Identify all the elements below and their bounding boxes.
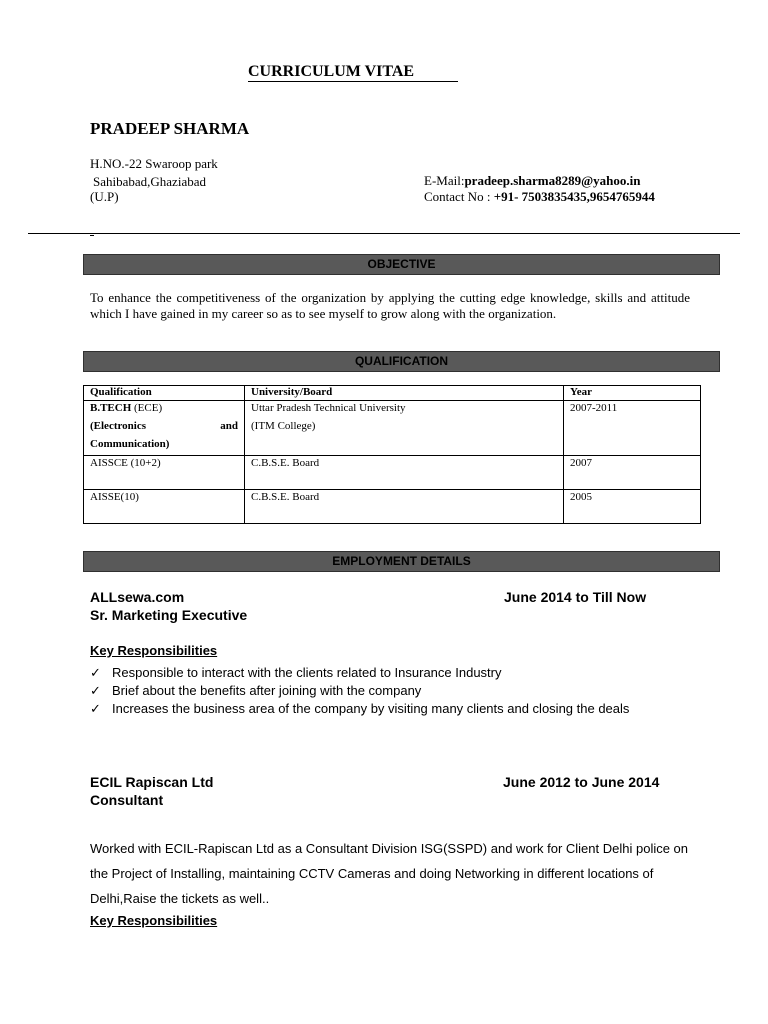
company-name: ECIL Rapiscan Ltd [90,774,214,790]
job-dates: June 2014 to Till Now [504,589,647,605]
job-title: Consultant [90,792,164,808]
degree-detail: Communication) [90,438,170,450]
section-heading-objective: OBJECTIVE [83,254,720,275]
address-line: (U.P) [90,189,119,204]
degree-branch: (ECE) [131,402,163,414]
table-cell [84,401,245,456]
table-cell: AISSCE (10+2) [84,456,245,490]
candidate-name: PRADEEP SHARMA [90,119,250,138]
job-description: Worked with ECIL-Rapiscan Ltd as a Consultant Division ISG(SSPD) and work for Client Delhi police on the Project of Installing, maintaining CCTV Cameras and doing Networking in different locations of Delhi,Raise the tickets as well.. [90,841,689,906]
key-responsibilities-heading: Key Responsibilities [90,913,218,928]
table-cell [245,401,564,456]
address-line: Sahibabad,Ghaziabad [93,174,206,189]
email-value[interactable]: pradeep.sharma8289@yahoo.in [464,173,641,188]
qualification-table [83,385,701,524]
column-header: University/Board [245,386,564,401]
check-mark-icon: ✓ [90,683,101,698]
header-divider [28,233,740,234]
job-dates: June 2012 to June 2014 [503,774,660,790]
title-underline [248,81,458,82]
degree-detail: and [220,420,238,432]
table-header-row [84,386,701,401]
section-heading-employment: EMPLOYMENT DETAILS [83,551,720,572]
list-item: ✓ Brief about the benefits after joining with the company [90,683,422,698]
column-header: Qualification [84,386,245,401]
objective-text: To enhance the competitiveness of the organization by applying the cutting edge knowledge, skills and attitude which I have gained in my career so as to see myself to grow along with the organization. [90,290,690,321]
table-row [84,490,701,524]
table-row [84,456,701,490]
key-responsibilities-heading: Key Responsibilities [90,643,218,658]
check-mark-icon: ✓ [90,701,101,716]
address-line: H.NO.-22 Swaroop park [90,156,218,171]
degree-detail: (Electronics [90,420,147,432]
column-header: Year [564,386,701,401]
table-cell: AISSE(10) [84,490,245,524]
table-cell: 2007-2011 [564,401,701,456]
table-cell: 2007 [564,456,701,490]
table-cell: C.B.S.E. Board [245,456,564,490]
list-item: ✓ Increases the business area of the company by visiting many clients and closing the deals [90,701,630,716]
table-cell: 2005 [564,490,701,524]
table-cell: C.B.S.E. Board [245,490,564,524]
board-detail: (ITM College) [251,420,316,432]
company-name: ALLsewa.com [90,589,185,605]
job-title: Sr. Marketing Executive [90,607,248,623]
check-mark-icon: ✓ [90,665,101,680]
degree-name: B.TECH [90,402,132,414]
board-name: Uttar Pradesh Technical University [251,402,406,414]
email-label: E-Mail: [424,173,465,188]
responsibility-list [90,664,629,718]
contact-value: +91- 7503835435,9654765944 [493,189,655,204]
contact-label: Contact No : [424,189,491,204]
divider-mark [90,235,94,236]
section-heading-qualification: QUALIFICATION [83,351,720,372]
contact-line [424,189,655,205]
email-line [424,173,641,189]
table-row [84,401,701,456]
list-item: ✓ Responsible to interact with the clients related to Insurance Industry [90,665,502,680]
cv-title: CURRICULUM VITAE [248,63,415,80]
